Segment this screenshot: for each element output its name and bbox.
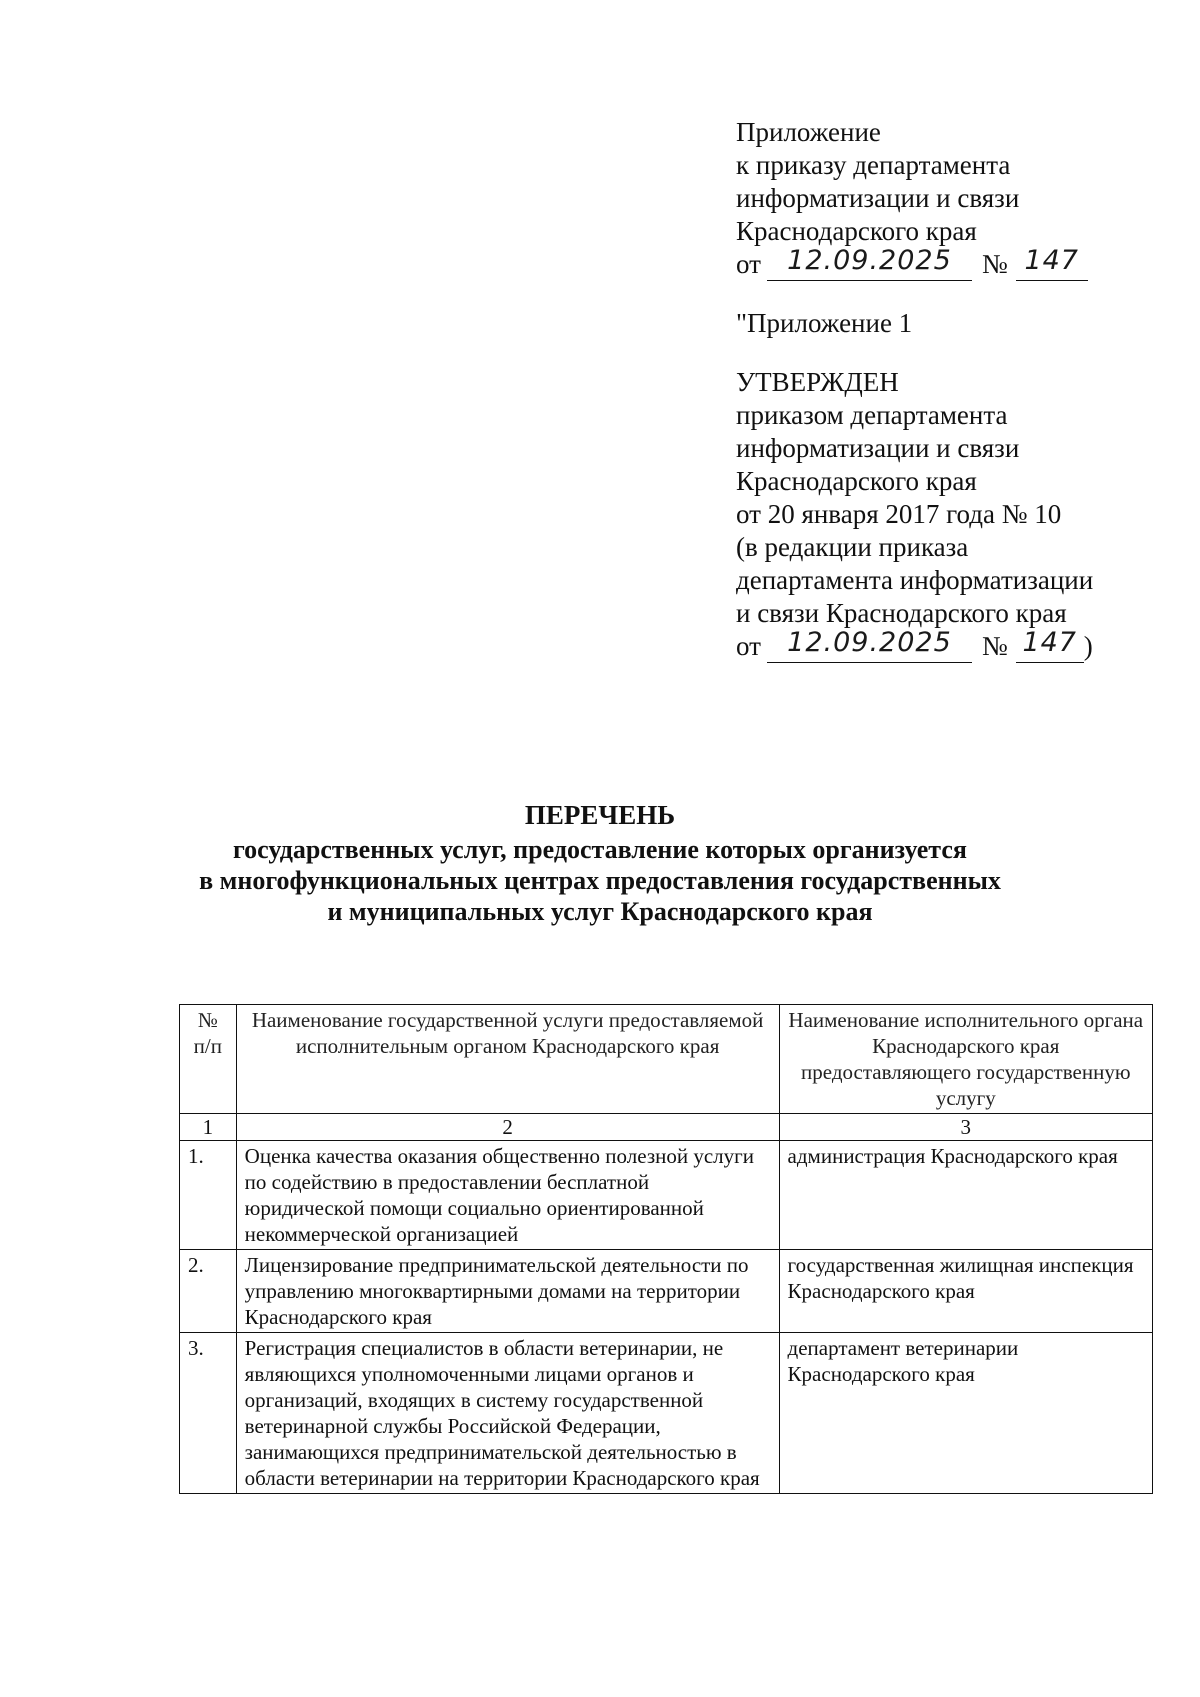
header-service: Наименование государственной услуги предоставляемой исполнительным органом Краснодарского края: [236, 1005, 779, 1114]
approved-line: (в редакции приказа: [736, 532, 969, 562]
number-sign: №: [981, 249, 1008, 279]
annex-label: "Приложение 1: [736, 308, 913, 338]
number-blank: [1016, 245, 1088, 281]
order-date-line: [736, 245, 1156, 281]
column-number: 3: [779, 1114, 1152, 1141]
title-heading: ПЕРЕЧЕНЬ: [524, 800, 676, 830]
approved-line: Краснодарского края: [736, 466, 977, 496]
row-service: Регистрация специалистов в области ветеринарии, не являющихся уполномоченными лицами органов и организаций, входящих в систему государственной ветеринарной службы Российской Федерации, занимающихся предпринимательской деятельностью в области ветеринарии на территории Краснодарского края: [236, 1333, 779, 1494]
appendix-line: Краснодарского края: [736, 216, 977, 246]
table-row: [180, 1250, 1153, 1333]
row-number: 2.: [180, 1250, 237, 1333]
appendix-block: [736, 116, 1156, 663]
approved-line: и связи Краснодарского края: [736, 598, 1067, 628]
date-blank: [767, 245, 972, 281]
title-line: в многофункциональных центрах предоставления государственных: [199, 866, 1001, 895]
row-number: 3.: [180, 1333, 237, 1494]
handwritten-date: 12.09.2025: [787, 245, 952, 276]
revision-date-line: [736, 627, 1156, 663]
appendix-line: информатизации и связи: [736, 183, 1020, 213]
document-title: [150, 800, 1050, 927]
approved-line: информатизации и связи: [736, 433, 1020, 463]
header-organ: Наименование исполнительного органа Краснодарского края предоставляющего государственную услугу: [779, 1005, 1152, 1114]
number-sign: №: [981, 631, 1008, 661]
closing-paren: ): [1083, 631, 1093, 661]
row-organ: департамент ветеринарии Краснодарского края: [779, 1333, 1152, 1494]
table-row: [180, 1141, 1153, 1250]
row-service: Лицензирование предпринимательской деятельности по управлению многоквартирными домами на территории Краснодарского края: [236, 1250, 779, 1333]
column-number: 2: [236, 1114, 779, 1141]
row-number: 1.: [180, 1141, 237, 1250]
column-number-row: [180, 1114, 1153, 1141]
approved-label: УТВЕРЖДЕН: [736, 367, 899, 397]
appendix-line: к приказу департамента: [736, 150, 1011, 180]
row-service: Оценка качества оказания общественно полезной услуги по содействию в предоставлении бесплатной юридической помощи социально ориентированной некоммерческой организацией: [236, 1141, 779, 1250]
title-line: государственных услуг, предоставление которых организуется: [233, 835, 967, 864]
approved-line: от 20 января 2017 года № 10: [736, 499, 1062, 529]
title-line: и муниципальных услуг Краснодарского края: [327, 897, 873, 926]
handwritten-number: 147: [1022, 627, 1077, 658]
number-blank: [1016, 627, 1084, 663]
approved-line: приказом департамента: [736, 400, 1008, 430]
handwritten-number: 147: [1024, 245, 1079, 276]
column-number: 1: [180, 1114, 237, 1141]
row-organ: администрация Краснодарского края: [779, 1141, 1152, 1250]
services-table: [179, 1004, 1153, 1494]
table-row: [180, 1333, 1153, 1494]
handwritten-date: 12.09.2025: [787, 627, 952, 658]
from-prefix: от: [736, 631, 761, 661]
approved-line: департамента информатизации: [736, 565, 1094, 595]
from-prefix: от: [736, 249, 761, 279]
date-blank: [767, 627, 972, 663]
header-num: № п/п: [180, 1005, 237, 1114]
appendix-line: Приложение: [736, 117, 881, 147]
table-header-row: [180, 1005, 1153, 1114]
row-organ: государственная жилищная инспекция Краснодарского края: [779, 1250, 1152, 1333]
